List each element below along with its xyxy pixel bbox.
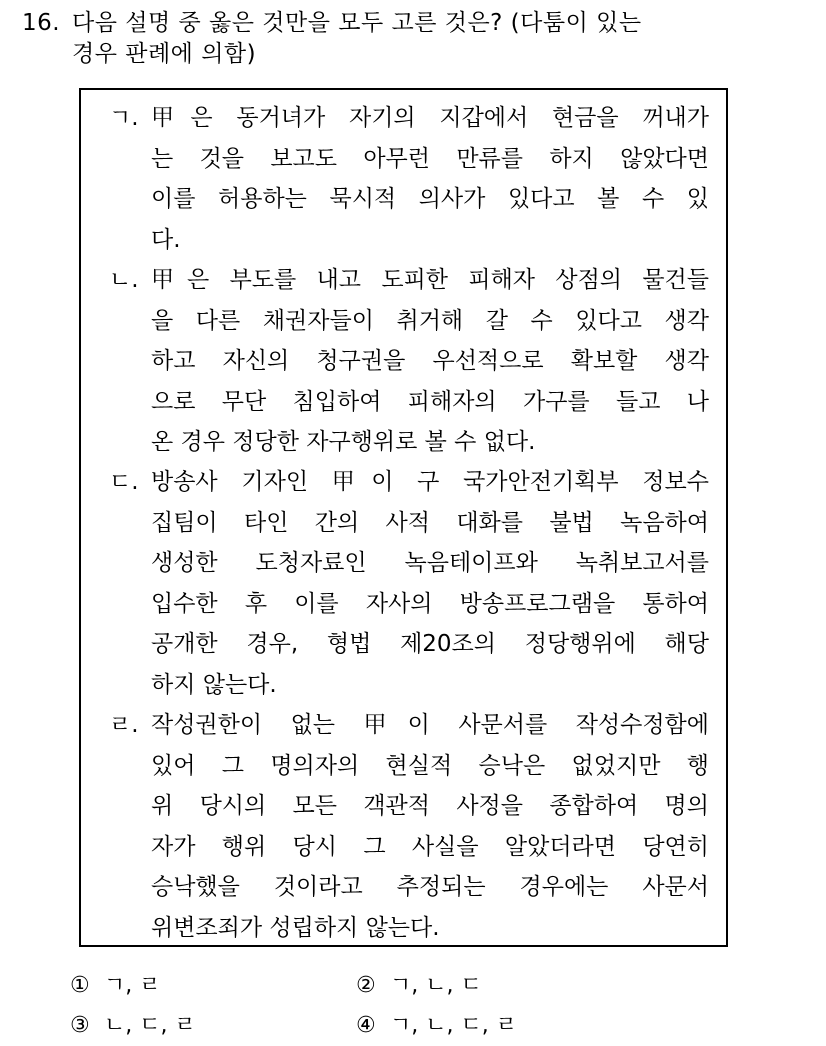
question-line-1: [22, 8, 802, 39]
statement-line: 다.: [151, 226, 181, 253]
question-text-2: 경우 판례에 의함): [72, 41, 257, 67]
choice-label: ㄱ, ㄴ, ㄷ: [390, 973, 482, 998]
statement-line: 는 것을 보고도 아무런 만류를 하지 않았다면: [151, 145, 709, 172]
statements-box: [79, 88, 728, 947]
statement-line: 자가 행위 당시 그 사실을 알았더라면 당연히: [151, 833, 709, 860]
choice-2[interactable]: [356, 966, 642, 1006]
choice-label: ㄱ, ㄴ, ㄷ, ㄹ: [390, 1013, 517, 1038]
choice-4[interactable]: [356, 1006, 642, 1046]
statement-digeut: [109, 462, 709, 705]
statement-nieun: [109, 260, 709, 463]
statement-marker: ㄷ.: [109, 469, 139, 495]
statement-giyeok: [109, 98, 709, 260]
statement-line: 위변조죄가 성립하지 않는다.: [151, 914, 440, 941]
statement-line: 있어 그 명의자의 현실적 승낙은 없었지만 행: [151, 752, 709, 779]
statement-line: 甲은 동거녀가 자기의 지갑에서 현금을 꺼내가: [151, 105, 709, 131]
choice-3[interactable]: [70, 1006, 356, 1046]
statement-line: 하지 않는다.: [151, 671, 277, 698]
question-stem: [22, 8, 802, 70]
statement-line: 온 경우 정당한 자구행위로 볼 수 없다.: [151, 429, 536, 455]
question-number: 16.: [22, 10, 61, 36]
statement-line: 공개한 경우, 형법 제20조의 정당행위에 해당: [151, 631, 709, 657]
choice-number: ④: [356, 1013, 376, 1038]
choice-label: ㄱ, ㄹ: [104, 973, 161, 998]
statement-line: 甲은 부도를 내고 도피한 피해자 상점의 물건들: [151, 267, 709, 293]
statement-line: 집팀이 타인 간의 사적 대화를 불법 녹음하여: [151, 509, 709, 536]
answer-choices: [70, 966, 770, 1046]
choice-number: ③: [70, 1013, 90, 1038]
statement-line: 입수한 후 이를 자사의 방송프로그램을 통하여: [151, 590, 709, 617]
statement-line: 작성권한이 없는 甲이 사문서를 작성수정함에: [151, 712, 709, 738]
choice-number: ②: [356, 973, 376, 998]
statement-marker: ㄹ.: [109, 712, 139, 738]
statement-line: 으로 무단 침입하여 피해자의 가구를 들고 나: [151, 388, 709, 415]
statement-line: 하고 자신의 청구권을 우선적으로 확보할 생각: [151, 348, 709, 374]
statement-line: 위 당시의 모든 객관적 사정을 종합하여 명의: [151, 793, 709, 819]
choice-label: ㄴ, ㄷ, ㄹ: [104, 1013, 196, 1038]
statement-line: 승낙했을 것이라고 추정되는 경우에는 사문서: [151, 874, 709, 900]
statement-marker: ㄱ.: [109, 105, 139, 131]
choice-number: ①: [70, 973, 90, 998]
statement-line: 이를 허용하는 묵시적 의사가 있다고 볼 수 있: [151, 186, 709, 212]
statement-line: 방송사 기자인 甲이 구 국가안전기획부 정보수: [151, 469, 709, 495]
statement-line: 생성한 도청자료인 녹음테이프와 녹취보고서를: [151, 550, 709, 576]
statement-rieul: [109, 705, 709, 948]
question-text-1: 다음 설명 중 옳은 것만을 모두 고른 것은? (다툼이 있는: [72, 10, 642, 36]
statement-line: 을 다른 채권자들이 취거해 갈 수 있다고 생각: [151, 307, 709, 334]
statement-marker: ㄴ.: [109, 267, 139, 293]
choice-1[interactable]: [70, 966, 356, 1006]
